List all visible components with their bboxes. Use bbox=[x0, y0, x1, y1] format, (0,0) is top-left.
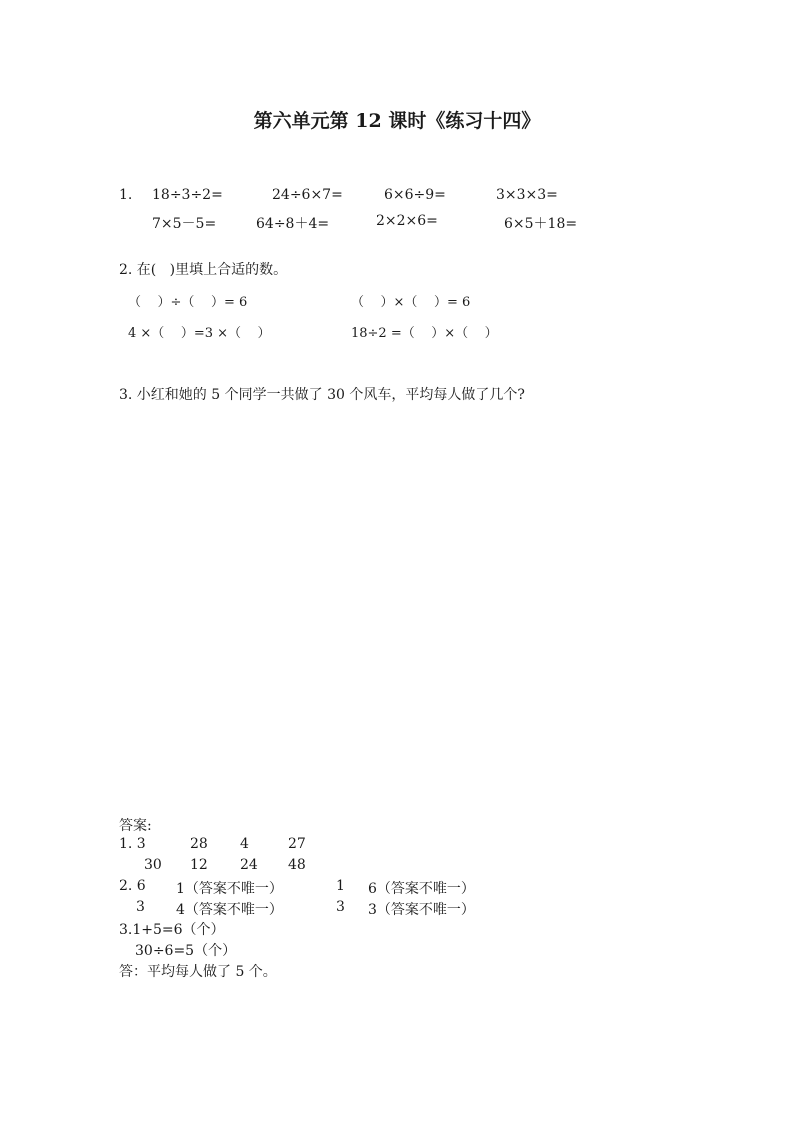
answer-value: 1（答案不唯一） bbox=[176, 881, 283, 897]
q1-row1-item: 18÷3÷2= bbox=[152, 187, 223, 203]
answer-value: 3（答案不唯一） bbox=[368, 902, 475, 918]
q2-heading: 2. 在( )里填上合适的数。 bbox=[119, 262, 288, 278]
answer-value: 6（答案不唯一） bbox=[368, 881, 475, 897]
q1-row1-item: 3×3×3= bbox=[496, 187, 558, 203]
answers-heading: 答案: bbox=[119, 818, 152, 834]
q2-blank-equation: 4 ×（ ）=3 ×（ ） bbox=[128, 326, 271, 341]
q1-row2-item: 2×2×6= bbox=[376, 213, 438, 229]
answer-2-label: 2. 6 bbox=[119, 878, 146, 894]
answer-value: 30 bbox=[144, 857, 162, 873]
answer-value: 28 bbox=[190, 836, 208, 852]
q2-blank-equation: （ ）÷（ ）= 6 bbox=[128, 295, 248, 310]
q3-text: 3. 小红和她的 5 个同学一共做了 30 个风车，平均每人做了几个? bbox=[119, 387, 525, 403]
answer-3-line: 3.1+5=6（个） bbox=[119, 922, 225, 938]
answer-value: 4（答案不唯一） bbox=[176, 902, 283, 918]
answer-3-line: 答：平均每人做了 5 个。 bbox=[119, 964, 277, 980]
q2-blank-equation: （ ）×（ ）= 6 bbox=[351, 295, 471, 310]
answer-value: 3 bbox=[336, 899, 345, 915]
answer-value: 1 bbox=[336, 878, 345, 894]
q2-blank-equation: 18÷2 =（ ）×（ ） bbox=[351, 326, 498, 341]
answer-value: 12 bbox=[190, 857, 208, 873]
q1-row2-item: 7×5－5= bbox=[152, 216, 217, 232]
answer-value: 27 bbox=[288, 836, 306, 852]
answer-1-label: 1. 3 bbox=[119, 836, 146, 852]
q1-row1-item: 6×6÷9= bbox=[384, 187, 446, 203]
answer-value: 3 bbox=[136, 899, 145, 915]
answer-value: 24 bbox=[240, 857, 258, 873]
answer-3-line: 30÷6=5（个） bbox=[135, 943, 237, 959]
q1-row2-item: 64÷8＋4= bbox=[256, 216, 330, 232]
answer-value: 4 bbox=[240, 836, 249, 852]
answer-value: 48 bbox=[288, 857, 306, 873]
q1-number: 1. bbox=[119, 187, 133, 203]
q1-row2-item: 6×5＋18= bbox=[504, 216, 578, 232]
page-title: 第六单元第 12 课时《练习十四》 bbox=[253, 110, 541, 132]
q1-row1-item: 24÷6×7= bbox=[272, 187, 343, 203]
